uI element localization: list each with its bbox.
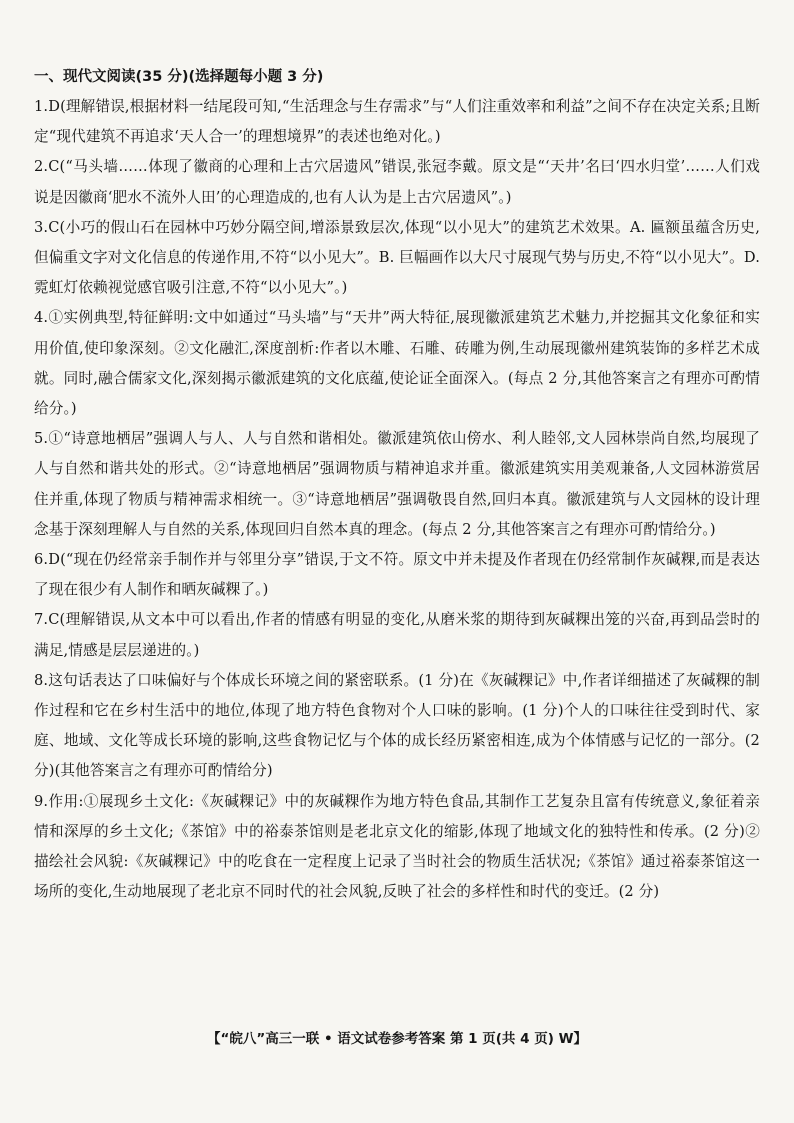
answer-item-1: 1.D(理解错误,根据材料一结尾段可知,“生活理念与生存需求”与“人们注重效率和利益”之间不存在决定关系;且断定“现代建筑不再追求‘天人合一’的理想境界”的表述也绝对化。) [34, 98, 760, 146]
answer-page [34, 62, 760, 907]
answer-item-4: 4.①实例典型,特征鲜明:文中如通过“马头墙”与“天井”两大特征,展现徽派建筑艺术魅力,并挖掘其文化象征和实用价值,使印象深刻。②文化融汇,深度剖析:作者以木雕、石雕、砖雕为例,生动展现徽州建筑装饰的多样艺术成就。同时,融合儒家文化,深刻揭示徽派建筑的文化底蕴,使论证全面深入。(每点 2 分,其他答案言之有理亦可酌情给分。) [34, 309, 760, 418]
answer-item-6: 6.D(“现在仍经常亲手制作并与邻里分享”错误,于文不符。原文中并未提及作者现在仍经常制作灰碱粿,而是表达了现在很少有人制作和晒灰碱粿了。) [34, 551, 760, 599]
section-title: 一、现代文阅读(35 分)(选择题每小题 3 分) [34, 69, 324, 85]
answer-item-3: 3.C(小巧的假山石在园林中巧妙分隔空间,增添景致层次,体现“以小见大”的建筑艺术效果。A. 匾额虽蕴含历史,但偏重文字对文化信息的传递作用,不符“以小见大”。B. 巨幅画作以大尺寸展现气势与历史,不符“以小见大”。D. 霓虹灯依赖视觉感官吸引注意,不符“以小见大”。) [34, 218, 760, 297]
page-footer: 【“皖八”高三一联 • 语文试卷参考答案 第 1 页(共 4 页) W】 [207, 1031, 587, 1047]
answer-item-9: 9.作用:①展现乡土文化:《灰碱粿记》中的灰碱粿作为地方特色食品,其制作工艺复杂且富有传统意义,象征着亲情和深厚的乡土文化;《茶馆》中的裕泰茶馆则是老北京文化的缩影,体现了地域文化的独特性和传承。(2 分)②描绘社会风貌:《灰碱粿记》中的吃食在一定程度上记录了当时社会的物质生活状况;《茶馆》通过裕泰茶馆这一场所的变化,生动地展现了老北京不同时代的社会风貌,反映了社会的多样性和时代的变迁。(2 分) [34, 792, 760, 901]
answer-item-5: 5.①“诗意地栖居”强调人与人、人与自然和谐相处。徽派建筑依山傍水、利人睦邻,文人园林崇尚自然,均展现了人与自然和谐共处的形式。②“诗意地栖居”强调物质与精神追求并重。徽派建筑实用美观兼备,人文园林游赏居住并重,体现了物质与精神需求相统一。③“诗意地栖居”强调敬畏自然,回归本真。徽派建筑与人文园林的设计理念基于深刻理解人与自然的关系,体现回归自然本真的理念。(每点 2 分,其他答案言之有理亦可酌情给分。) [34, 430, 760, 538]
answer-item-7: 7.C(理解错误,从文本中可以看出,作者的情感有明显的变化,从磨米浆的期待到灰碱粿出笼的兴奋,再到品尝时的满足,情感是层层递进的。) [34, 611, 760, 659]
answer-item-8: 8.这句话表达了口味偏好与个体成长环境之间的紧密联系。(1 分)在《灰碱粿记》中,作者详细描述了灰碱粿的制作过程和它在乡村生活中的地位,体现了地方特色食物对个人口味的影响。(1 分)个人的口味往往受到时代、家庭、地域、文化等成长环境的影响,这些食物记忆与个体的成长经历紧密相连,成为个体情感与记忆的一部分。(2 分)(其他答案言之有理亦可酌情给分) [34, 671, 760, 780]
answer-item-2: 2.C(“马头墙……体现了徽商的心理和上古穴居遗风”错误,张冠李戴。原文是“‘天井’名曰‘四水归堂’……人们戏说是因徽商‘肥水不流外人田’的心理造成的,也有人认为是上古穴居遗风”。) [34, 158, 760, 206]
